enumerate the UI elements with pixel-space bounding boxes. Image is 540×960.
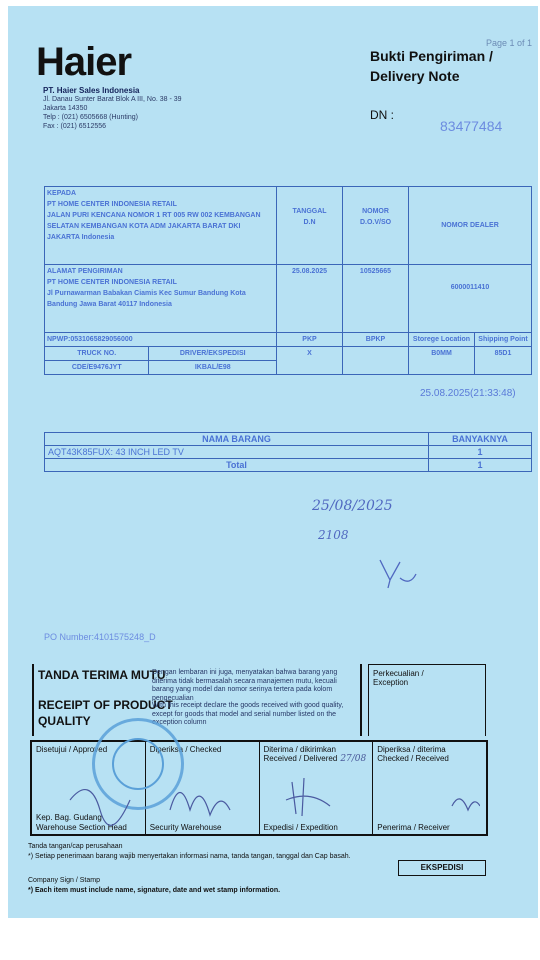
receipt-title-en-1: RECEIPT OF PRODUCT <box>38 698 173 712</box>
stamp-instruction-id: *) Setiap penerimaan barang wajib menyertakan informasi nama, tanda tangan, tanggal dan Cap basah. <box>28 853 351 860</box>
shipment-info-table <box>44 186 532 375</box>
dn-label: DN : <box>370 108 394 122</box>
doc-title-en: Delivery Note <box>370 68 460 84</box>
handwritten-initial <box>376 556 420 590</box>
handwritten-date: 25/08/2025 <box>312 498 393 514</box>
receipt-text-en: With this receipt declare the goods received with good quality, except for goods that model and serial number listed on the exception column <box>152 702 344 726</box>
ekspedisi-badge: EKSPEDISI <box>398 860 486 876</box>
company-sign-label: Company Sign / Stamp <box>28 877 100 884</box>
dealer-value: 6000011410 <box>409 265 532 333</box>
npwp: NPWP:0531065829056000 <box>45 333 277 347</box>
page-number: Page 1 of 1 <box>486 38 533 48</box>
company-sign-instruction: *) Each item must include name, signature, date and wet stamp information. <box>28 887 281 894</box>
pkp-header: PKP <box>277 333 343 347</box>
dn-number: 83477484 <box>440 118 503 134</box>
receipt-title-id: TANDA TERIMA MUTU <box>38 668 166 682</box>
receiver-column: Diperiksa / diterima Checked / Received Penerima / Receiver <box>377 745 450 832</box>
company-address-2: Jakarta 14350 <box>43 105 88 112</box>
tanggal-value: 25.08.2025 <box>277 265 343 333</box>
print-timestamp: 25.08.2025(21:33:48) <box>420 388 516 399</box>
tanggal-header: TANGGAL D.N <box>277 187 343 265</box>
truck-driver-cell: TRUCK NO. DRIVER/EKSPEDISI CDE/E9476JYT IKBAL/E98 <box>45 347 277 375</box>
ship-to-cell: ALAMAT PENGIRIMAN PT HOME CENTER INDONESIA RETAIL Jl Purnawarman Babakan Ciamis Kec Sumur Bandung Kota Bandung Jawa Barat 40117 Indonesia <box>45 265 277 333</box>
company-fax: Fax : (021) 6512556 <box>43 123 107 130</box>
nomor-header: NOMOR D.O.V/SO <box>343 187 409 265</box>
checked-column: Diperiksa / Checked Security Warehouse <box>146 742 260 834</box>
haier-logo: Haier <box>36 40 132 84</box>
quantity-header: BANYAKNYA <box>429 433 532 446</box>
bpkp-value <box>343 347 409 375</box>
receipt-text-id: Dengan lembaran ini juga, menyatakan bahwa barang yang diterima tidak bermasalah secara manajemen mutu, kecuali barang yang model dan nomor serinya tertera pada kolom pengecualian <box>152 669 338 702</box>
company-phone: Telp : (021) 6505668 (Hunting) <box>43 114 138 121</box>
handwritten-number: 2108 <box>318 528 349 542</box>
exception-box: Perkecualian / Exception <box>368 664 486 736</box>
po-number: PO Number:4101575248_D <box>44 632 156 642</box>
company-address-1: Jl. Danau Sunter Barat Blok A III, No. 38 - 39 <box>43 96 182 103</box>
items-table <box>44 432 532 472</box>
approved-column: Disetujui / Approved Kep. Bag. Gudang Warehouse Section Head <box>32 742 146 834</box>
table-row: AQT43K85FUX: 43 INCH LED TV 1 <box>45 446 532 459</box>
nomor-dealer-header: NOMOR DEALER <box>409 187 532 265</box>
bpkp-header: BPKP <box>343 333 409 347</box>
signatures-scribbles <box>60 770 480 830</box>
recipient-cell: KEPADA PT HOME CENTER INDONESIA RETAIL JALAN PURI KENCANA NOMOR 1 RT 005 RW 002 KEMBANGAN SELATAN KEMBANGAN KOTA ADM JAKARTA BARAT DKI JAKARTA Indonesia <box>45 187 277 265</box>
total-row: Total 1 <box>45 459 532 472</box>
stamp-note: Tanda tangan/cap perusahaan <box>28 843 123 850</box>
pkp-value: X <box>277 347 343 375</box>
item-name-header: NAMA BARANG <box>45 433 429 446</box>
shipping-point-header: Shipping Point <box>475 333 532 347</box>
received-delivered-column: Diterima / dikirimkan Received / Delivered 27/08 Expedisi / Expedition <box>260 742 374 834</box>
shipping-point-value: 85D1 <box>475 347 532 375</box>
storage-location-header: Storege Location <box>409 333 475 347</box>
storage-location-value: B0MM <box>409 347 475 375</box>
receipt-title-en-2: QUALITY <box>38 714 91 728</box>
doc-title-id: Bukti Pengiriman / <box>370 48 493 64</box>
nomor-value: 10525665 <box>343 265 409 333</box>
company-name: PT. Haier Sales Indonesia <box>43 86 140 95</box>
